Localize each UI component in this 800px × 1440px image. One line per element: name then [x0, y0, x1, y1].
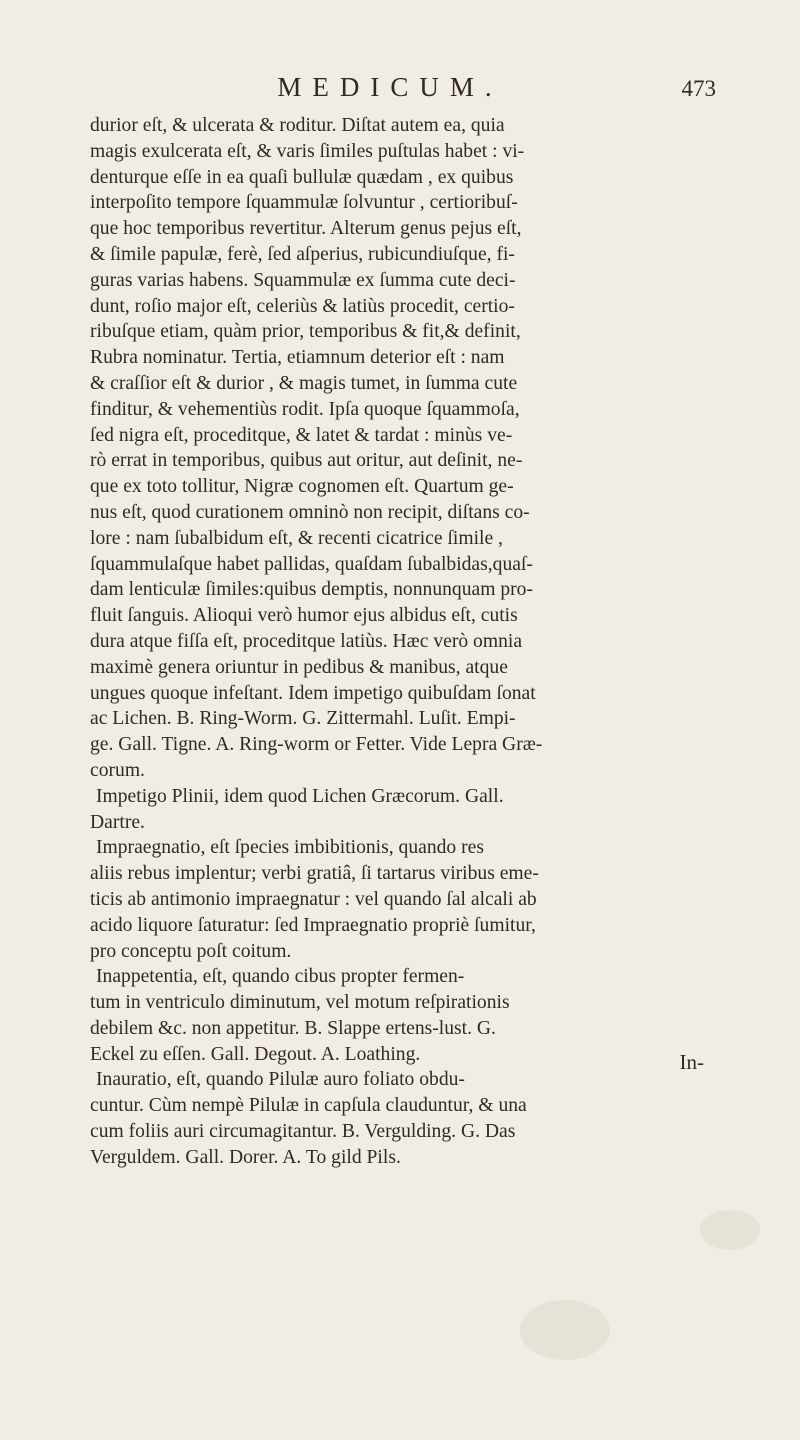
- text-line: dam lenticulæ ſimiles:quibus demptis, nonnunquam pro-: [90, 579, 533, 601]
- paper-stain: [700, 1210, 760, 1250]
- text-line: Dartre.: [90, 811, 145, 833]
- text-line: fluit ſanguis. Alioqui verò humor ejus albidus eſt, cutis: [90, 605, 518, 627]
- text-line: Verguldem. Gall. Dorer. A. To gild Pils.: [90, 1146, 401, 1168]
- text-line: ribuſque etiam, quàm prior, temporibus & fit,& definit,: [90, 321, 521, 343]
- text-line: ticis ab antimonio impraegnatur : vel quando ſal alcali ab: [90, 888, 537, 910]
- text-line: rò errat in temporibus, quibus aut oritur, aut deſinit, ne-: [90, 450, 523, 472]
- entry-heading-line: Impraegnatio, eſt ſpecies imbibitionis, quando res: [96, 837, 484, 859]
- text-line: ge. Gall. Tigne. A. Ring-worm or Fetter. Vide Lepra Græ-: [90, 734, 543, 756]
- text-line: acido liquore ſaturatur: ſed Impraegnatio propriè ſumitur,: [90, 914, 536, 936]
- text-line: Rubra nominatur. Tertia, etiamnum deterior eſt : nam: [90, 347, 505, 369]
- text-line: guras varias habens. Squammulæ ex ſumma cute deci-: [90, 269, 516, 291]
- text-line: Eckel zu eſſen. Gall. Degout. A. Loathing.: [90, 1043, 421, 1065]
- text-line: denturque eſſe in ea quaſi bullulæ quædam , ex quibus: [90, 166, 514, 188]
- text-line: ſed nigra eſt, proceditque, & latet & tardat : minùs ve-: [90, 424, 513, 446]
- running-title: MEDICUM.: [277, 72, 503, 102]
- text-line: nus eſt, quod curationem omninò non recipit, diſtans co-: [90, 501, 530, 523]
- text-line: dura atque fiſſa eſt, proceditque latiùs. Hæc verò omnia: [90, 630, 523, 652]
- catchword: In-: [679, 1050, 704, 1074]
- text-line: magis exulcerata eſt, & varis ſimiles puſtulas habet : vi-: [90, 140, 525, 162]
- text-line: aliis rebus implentur; verbi gratiâ, ſi tartarus viribus eme-: [90, 863, 539, 885]
- text-line: maximè genera oriuntur in pedibus & manibus, atque: [90, 656, 508, 678]
- page-number: 473: [681, 76, 716, 101]
- text-line: que hoc temporibus revertitur. Alterum genus pejus eſt,: [90, 218, 522, 240]
- text-line: interpoſito tempore ſquammulæ ſolvuntur , certioribuſ-: [90, 192, 518, 214]
- text-line: debilem &c. non appetitur. B. Slappe ertens-lust. G.: [90, 1017, 496, 1039]
- text-line: ungues quoque infeſtant. Idem impetigo quibuſdam ſonat: [90, 682, 536, 704]
- paper-stain: [520, 1300, 610, 1360]
- text-line: cum foliis auri circumagitantur. B. Vergulding. G. Das: [90, 1121, 516, 1143]
- text-line: ſquammulaſque habet pallidas, quaſdam ſubalbidas,quaſ-: [90, 553, 533, 575]
- text-line: finditur, & vehementiùs rodit. Ipſa quoque ſquammoſa,: [90, 398, 520, 420]
- text-line: & ſimile papulæ, ferè, ſed aſperius, rubicundiuſque, fi-: [90, 243, 515, 265]
- text-line: que ex toto tollitur, Nigræ cognomen eſt. Quartum ge-: [90, 476, 514, 498]
- text-line: corum.: [90, 759, 145, 781]
- text-line: dunt, roſio major eſt, celeriùs & latiùs procedit, certio-: [90, 295, 515, 317]
- text-line: durior eſt, & ulcerata & roditur. Diſtat autem ea, quia: [90, 115, 505, 136]
- dictionary-text: [90, 113, 710, 1171]
- text-line: cuntur. Cùm nempè Pilulæ in capſula clauduntur, & una: [90, 1095, 527, 1117]
- entry-heading-line: Impetigo Plinii, idem quod Lichen Græcorum. Gall.: [96, 785, 504, 807]
- text-line: tum in ventriculo diminutum, vel motum reſpirationis: [90, 992, 510, 1014]
- entry-heading-line: Inauratio, eſt, quando Pilulæ auro foliato obdu-: [96, 1069, 465, 1091]
- text-line: & craſſior eſt & durior , & magis tumet, in ſumma cute: [90, 372, 518, 394]
- text-line: pro conceptu poſt coitum.: [90, 940, 292, 962]
- text-line: lore : nam ſubalbidum eſt, & recenti cicatrice ſimile ,: [90, 527, 503, 549]
- entry-heading-line: Inappetentia, eſt, quando cibus propter fermen-: [96, 966, 465, 988]
- text-line: ac Lichen. B. Ring-Worm. G. Zittermahl. Luſit. Empi-: [90, 708, 516, 730]
